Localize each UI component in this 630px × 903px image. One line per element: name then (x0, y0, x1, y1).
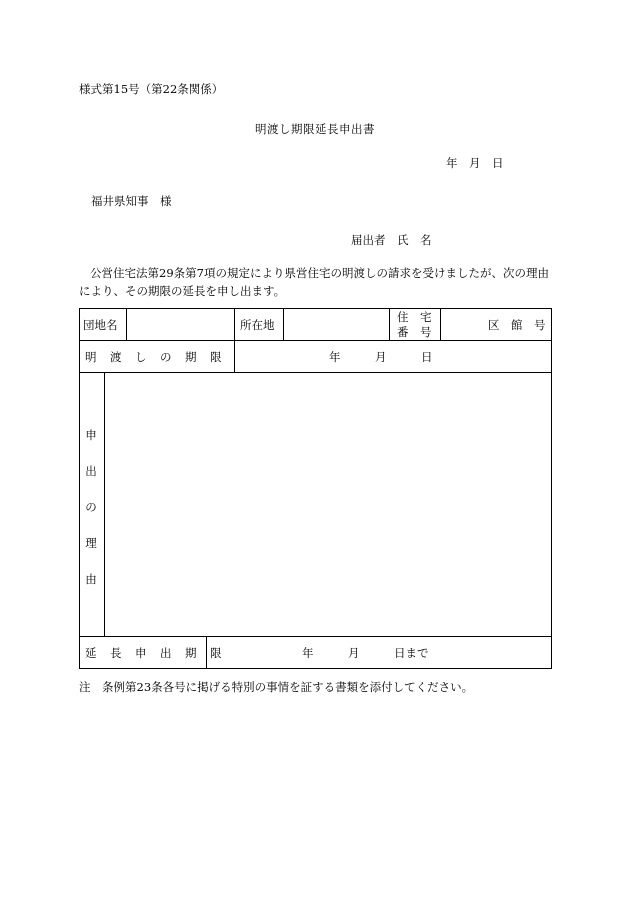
extension-date-field[interactable]: 年 月 日まで (302, 646, 429, 660)
location-field[interactable] (286, 317, 386, 335)
addressee: 福井県知事 様 (91, 194, 172, 208)
row-divider (79, 372, 552, 373)
document-title: 明渡し期限延長申出書 (255, 122, 375, 136)
reason-char: の (85, 500, 97, 514)
cell-divider (234, 308, 235, 340)
danchi-name-field[interactable] (128, 317, 232, 335)
reason-char: 由 (85, 572, 97, 586)
filer-name-label: 届出者 氏 名 (351, 233, 432, 247)
deadline-label: 明 渡 し の 期 限 (85, 350, 223, 364)
house-number-field[interactable]: 区 館 号 (488, 318, 546, 332)
house-number-label-bottom: 番 号 (397, 325, 432, 339)
cell-divider (440, 308, 441, 340)
row-divider (79, 340, 552, 341)
reason-char: 理 (85, 536, 97, 550)
cell-divider (104, 372, 105, 636)
danchi-name-label: 団地名 (83, 318, 118, 332)
extension-deadline-label: 延 長 申 出 期 限 (85, 646, 223, 660)
cell-divider (389, 308, 390, 340)
cell-divider (234, 340, 235, 372)
cell-divider (283, 308, 284, 340)
location-label: 所在地 (240, 318, 275, 332)
house-number-label-top: 住 宅 (397, 310, 432, 324)
deadline-date-field[interactable]: 年 月 日 (329, 350, 433, 364)
reason-char: 申 (85, 428, 97, 442)
footnote: 注 条例第23条各号に掲げる特別の事情を証する書類を添付してください。 (79, 680, 474, 694)
body-text: 公営住宅法第29条第7項の規定により県営住宅の明渡しの請求を受けましたが、次の理由により、その期限の延長を申し出ます。 (79, 266, 549, 298)
reason-label (81, 428, 101, 608)
form-number-label: 様式第15号（第22条関係） (79, 82, 224, 96)
row-divider (79, 636, 552, 637)
submission-date: 年 月 日 (446, 156, 504, 170)
cell-divider (126, 308, 127, 340)
reason-char: 出 (85, 464, 97, 478)
reason-field[interactable] (108, 376, 548, 632)
